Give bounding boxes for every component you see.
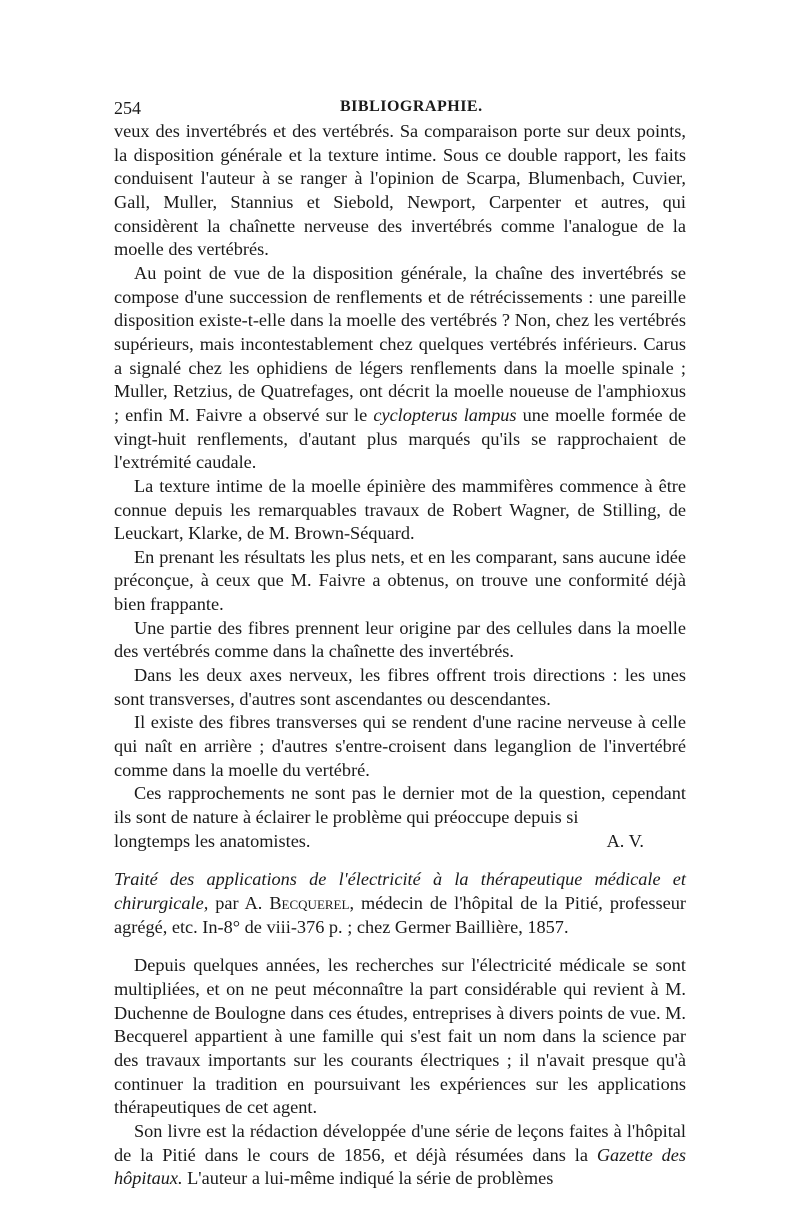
review-text: [114, 954, 686, 1191]
book-page: [114, 98, 686, 1191]
paragraph-text: Au point de vue de la disposition générale, la chaîne des invertébrés se compose d'une succession de renflements et de rétrécissements : une pareille disposition existe-t-elle dans la moelle des vertébrés ? Non, chez les vertébrés supérieurs, mais incontestablement chez quelques vertébrés inférieurs. Carus a signalé chez les ophidiens de légers renflements dans la moelle spinale ; Muller, Retzius, de Quatrefages, ont décrit la moelle noueuse de l'amphioxus ; enfin M. Faivre a observé sur le: [114, 262, 686, 425]
book-author: Becquerel: [269, 893, 350, 913]
species-name: cyclopterus lampus: [373, 404, 517, 425]
paragraph: Ces rapprochements ne sont pas le dernier mot de la question, cependant ils sont de nature à éclairer le problème qui préoccupe depuis si: [114, 783, 686, 828]
signature-line: [114, 830, 686, 854]
running-header: [114, 98, 686, 120]
paragraph: Une partie des fibres prennent leur origine par des cellules dans la moelle des vertébrés comme dans la chaînette des invertébrés.: [114, 617, 686, 662]
paragraph: La texture intime de la moelle épinière des mammifères commence à être connue depuis les remarquables travaux de Robert Wagner, de Stilling, de Leuckart, Klarke, de M. Brown-Séquard.: [114, 475, 686, 544]
paragraph: Il existe des fibres transverses qui se rendent d'une racine nerveuse à celle qui naît en arrière ; d'autres s'entre-croisent dans leganglion de l'invertébré comme dans la moelle du vertébré.: [114, 712, 686, 780]
page-number: 254: [114, 98, 141, 118]
book-details: , médecin de l'hôpital de la Pitié, professeur agrégé, etc. In-8° de viii-376 p. ; chez Germer Baillière, 1857.: [114, 893, 686, 937]
author-signature: A. V.: [606, 830, 644, 851]
paragraph: En prenant les résultats les plus nets, et en les comparant, sans aucune idée préconçue, à ceux que M. Faivre a obtenus, on trouve une conformité déjà bien frappante.: [114, 546, 686, 615]
book-citation: [114, 868, 686, 939]
paragraph: [114, 262, 686, 475]
paragraph: [114, 1120, 686, 1191]
paragraph-text: L'auteur a lui-même indiqué la série de problèmes: [182, 1168, 554, 1189]
book-title: Traité des applications de l'électricité à la thérapeutique médicale et chirurgicale,: [114, 869, 686, 913]
paragraph-text: Son livre est la rédaction développée d'une série de leçons faites à l'hôpital de la Pitié dans le cours de 1856, et déjà résumées dans la: [114, 1120, 686, 1165]
book-reference: [114, 868, 686, 939]
paragraph: veux des invertébrés et des vertébrés. Sa comparaison porte sur deux points, la disposition générale et la texture intime. Sous ce double rapport, les faits conduisent l'auteur à se ranger à l'opinion de Scarpa, Blumenbach, Cuvier, Gall, Muller, Stannius et Siebold, Newport, Carpenter et autres, qui considèrent la chaînette nerveuse des invertébrés comme l'analogue de la moelle des vertébrés.: [114, 121, 686, 260]
article-text: [114, 120, 686, 853]
paragraph-end: longtemps les anatomistes.: [114, 830, 311, 851]
citation-text: par A.: [208, 893, 270, 913]
paragraph-text: une moelle formée de vingt-huit renflements, d'autant plus marqués qu'ils se rapprochaient de l'extrémité caudale.: [114, 404, 687, 473]
paragraph: Dans les deux axes nerveux, les fibres offrent trois directions : les unes sont transverses, d'autres sont ascendantes ou descendantes.: [114, 665, 686, 709]
running-title: BIBLIOGRAPHIE.: [340, 98, 483, 115]
journal-name: Gazette des hôpitaux.: [114, 1144, 686, 1189]
paragraph: Depuis quelques années, les recherches sur l'électricité médicale se sont multipliées, et on ne peut méconnaître la part considérable qui revient à M. Duchenne de Boulogne dans ces études, entreprises à divers points de vue. M. Becquerel appartient à une famille qui s'est fait un nom dans la science par des travaux importants sur les courants électriques ; il n'avait presque qu'à continuer la tradition en poursuivant les expériences sur les applications thérapeutiques de cet agent.: [114, 955, 686, 1118]
